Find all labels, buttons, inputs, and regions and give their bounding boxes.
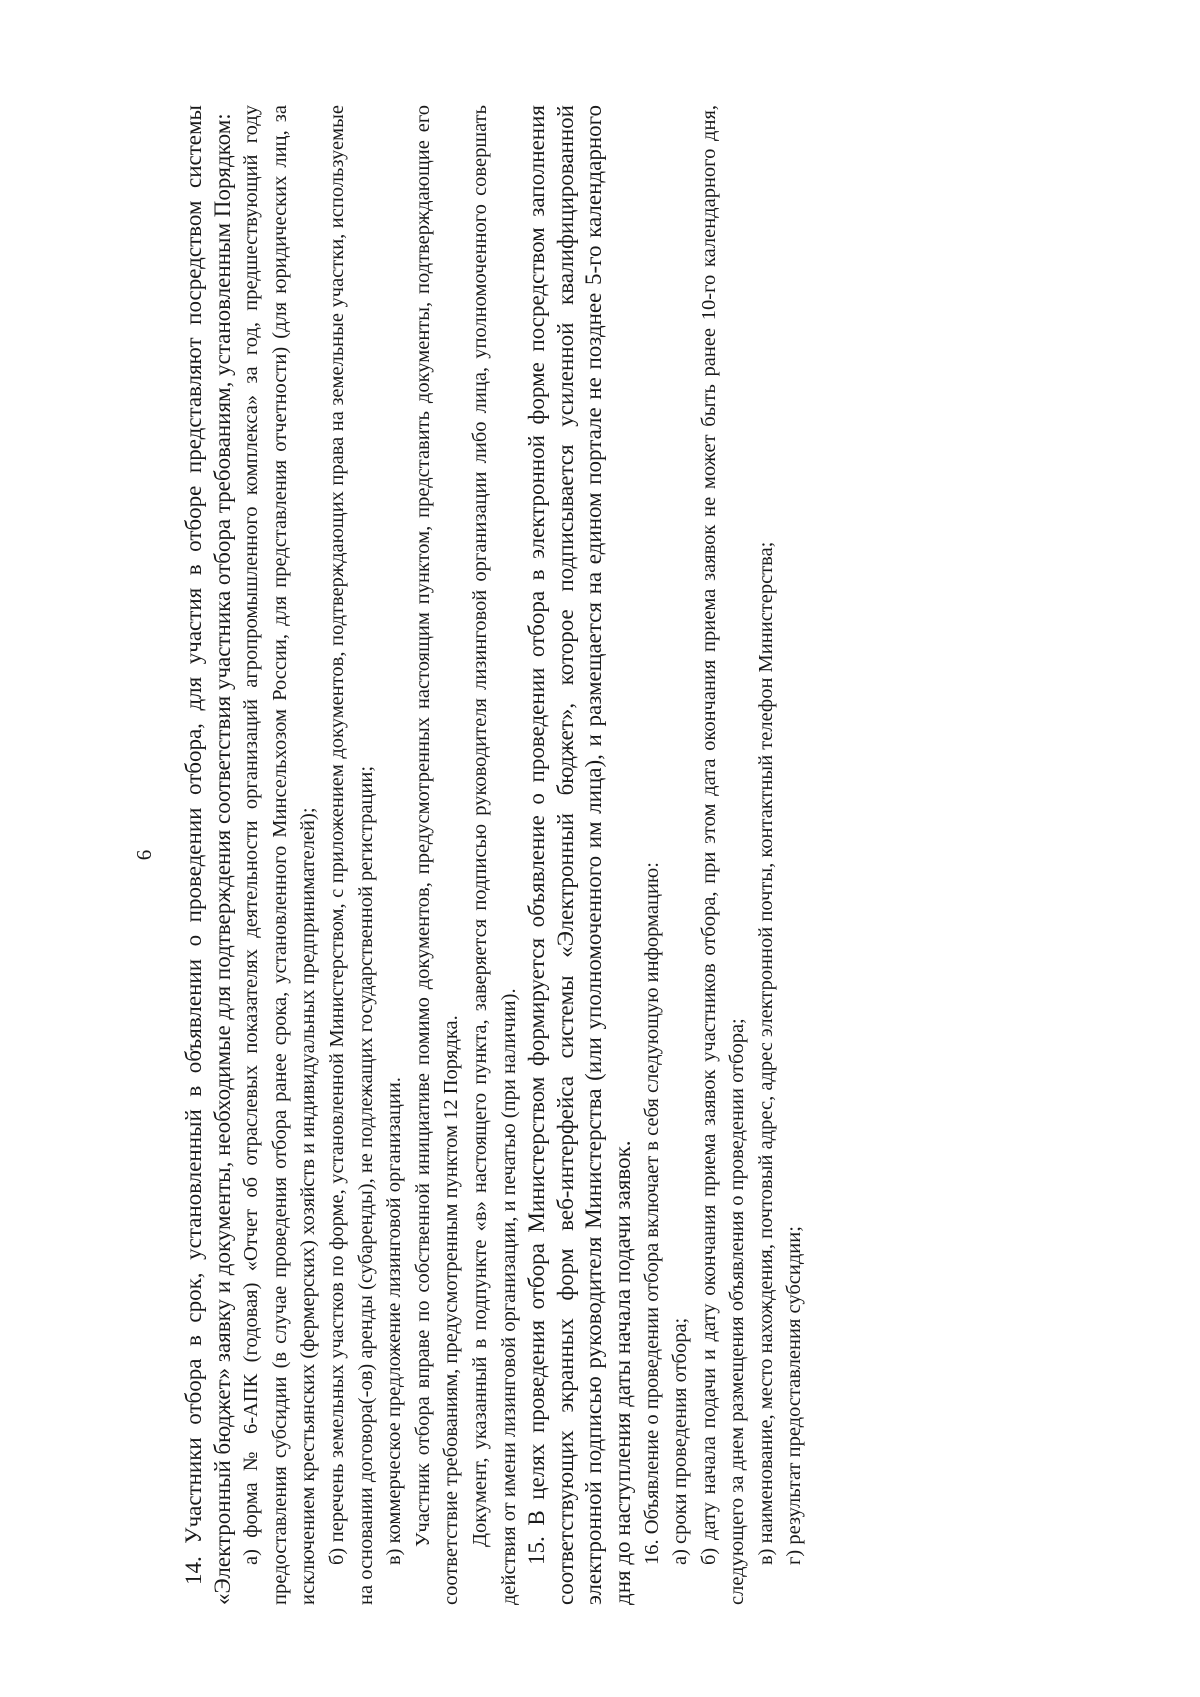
paragraph-16-v: в) наименование, место нахождения, почтовый адрес, адрес электронной почты, контактный телефон Министерства; — [754, 541, 777, 1565]
paragraph-14-b: б) перечень земельных участков по форме, установленной Министерством, с приложением документов, подтверждающих права на земельные участки, используемые на основании договора(-ов) аренды (субаренды), не подлежащих государственной регистрации; — [325, 105, 377, 1605]
paragraph-14-v: в) коммерческое предложение лизинговой организации. — [383, 1077, 406, 1565]
paragraph-16: 16. Объявление о проведении отбора включает в себя следующую информацию: — [640, 862, 663, 1565]
paragraph-14-certification: Документ, указанный в подпункте «в» настоящего пункта, заверяется подписью руководителя лизинговой организации либо лица, уполномоченного совершать действия от имени лизинговой организации, и печатью (при наличии). — [468, 105, 520, 1605]
paragraph-14: 14. Участники отбора в срок, установленный в объявлении о проведении отбора, для участия в отборе представляют посредством системы «Электронный бюджет» заявку и документы, необходимые для подтверждения соответствия участника отбора требованиям, установленным Порядком: — [181, 105, 235, 1605]
document-page — [130, 105, 1110, 1605]
paragraph-16-b: б) дату начала подачи и дату окончания приема заявок участников отбора, при этом дата окончания приема заявок не может быть ранее 10-го календарного дня, следующего за днем размещения объявления о проведении отбора; — [697, 105, 749, 1605]
document-body — [180, 105, 809, 1605]
paragraph-14-a: а) форма № 6-АПК (годовая) «Отчет об отраслевых показателях деятельности организаций агропромышленного комплекса» за год, предшествующий году предоставления субсидии (в случае проведения отбора ранее срока, установленного Минсельхозом России, для представления отчетности) (для юридических лиц, за исключением крестьянских (фермерских) хозяйств и индивидуальных предпринимателей); — [240, 105, 320, 1605]
paragraph-15: 15. В целях проведения отбора Министерством формируется объявление о проведении отбора в электронной форме посредством заполнения соответствующих экранных форм веб-интерфейса системы «Электронный бюджет», которое подписывается усиленной квалифицированной электронной подписью руководителя Министерства (или уполномоченного им лица), и размещается на едином портале не позднее 5-го календарного дня до наступления даты начала подачи заявок. — [524, 105, 635, 1605]
paragraph-14-initiative: Участник отбора вправе по собственной инициативе помимо документов, предусмотренных настоящим пунктом, представить документы, подтверждающие его соответствие требованиям, предусмотренным пунктом 12 Порядка. — [411, 105, 463, 1605]
paragraph-16-a: а) сроки проведения отбора; — [669, 1317, 692, 1565]
paragraph-16-g: г) результат предоставления субсидии; — [783, 1226, 806, 1565]
page-number: 6 — [132, 849, 156, 861]
